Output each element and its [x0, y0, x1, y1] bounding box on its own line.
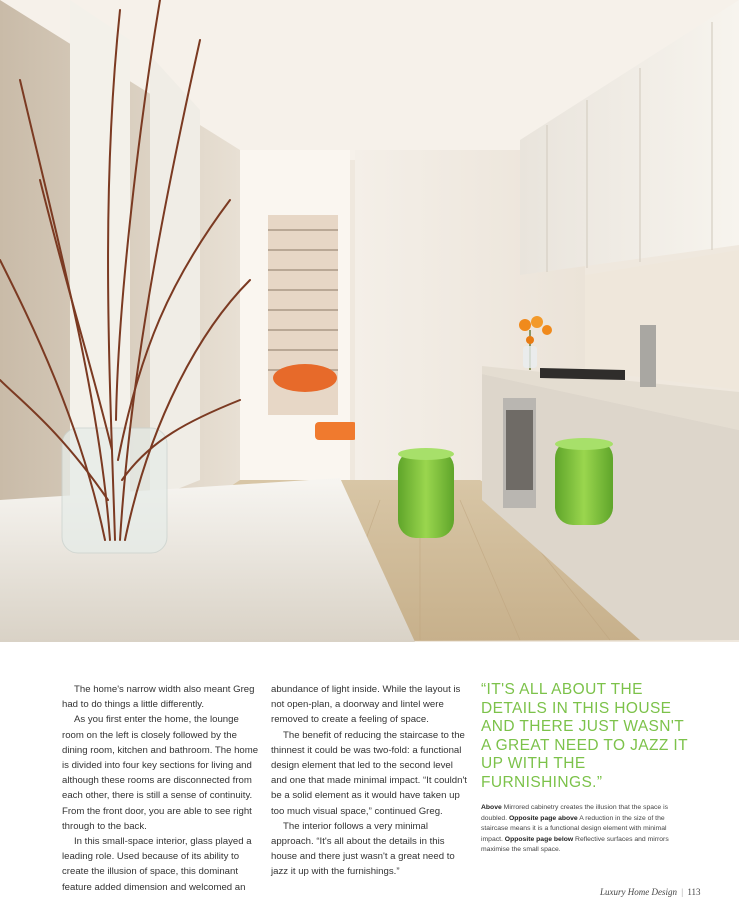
paragraph: The interior follows a very minimal approach. “It's all about the details in this house and there just wasn't a great need to jazz it up with the furnishings.” — [271, 820, 455, 878]
caption-label-above: Above — [481, 804, 502, 811]
caption-label-opposite-below: Opposite page below — [504, 835, 574, 843]
paragraph: In this small-space interior, glass played a leading role. Used because of its ability to create the illusion of space, this dominant feature added dimension and welcomed an — [62, 836, 252, 893]
pull-quote: “IT'S ALL ABOUT THE DETAILS IN THIS HOUSE AND THERE JUST WASN'T A GREAT NEED TO JAZZ IT UP WITH THE FURNISHINGS.” — [481, 681, 688, 791]
footer-separator: | — [681, 887, 684, 897]
paragraph: The home's narrow width also meant Greg had to do things a little differently. — [62, 684, 255, 711]
paragraph: As you first enter the home, the lounge room on the left is closely followed by the dining room, kitchen and bathroom. The home is divided into four key sections for living and although these rooms are disconnected from each other, there is still a sense of continuity. From the front door, you are able to see right through to the back. — [62, 714, 259, 832]
caption-text-above: Mirrored cabinetry creates the illusion that the space is doubled. — [481, 804, 669, 822]
caption-text-opposite-above: A reduction in the size of the staircase means it is a functional design element with minimal impact. — [481, 814, 667, 843]
magazine-title: Luxury Home Design — [600, 887, 677, 897]
body-column-1 — [62, 682, 262, 895]
paragraph: The benefit of reducing the staircase to the thinnest it could be was two-fold: a functional design element that led to the second level and one that made minimal impact. “It couldn't be a solid element as it would have taken up too much visual space,” continued Greg. — [271, 729, 467, 817]
body-column-2 — [271, 682, 471, 880]
caption-text-opposite-below: Reflective surfaces and mirrors maximise the small space. — [481, 835, 669, 854]
page-footer — [600, 887, 700, 897]
caption-label-opposite-above: Opposite page above — [508, 814, 578, 822]
paragraph: abundance of light inside. While the layout is not open-plan, a doorway and lintel were removed to create a feeling of space. — [271, 684, 461, 726]
photo-caption — [481, 803, 681, 856]
page-number: 113 — [687, 887, 701, 897]
